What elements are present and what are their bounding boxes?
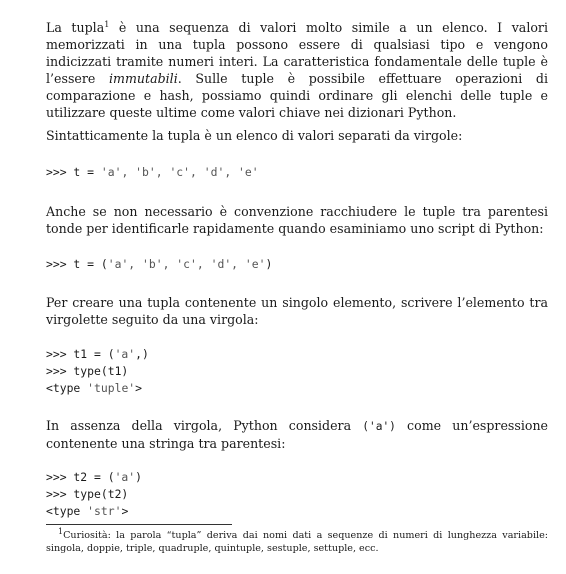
code-line3-start: <type [46,504,88,518]
code-line1-prompt: >>> t2 = ( [46,470,115,484]
no-comma-text-start: In assenza della virgola, Python considera [46,418,363,433]
code-block-tuple [46,164,259,181]
paragraph-no-comma [46,417,548,452]
code-line1-string: 'a' [114,347,136,361]
code-strings: 'a', 'b', 'c', 'd', 'e' [107,257,266,271]
footnote-number: 1 [58,526,64,536]
intro-text-middle: è una sequenza di valori molto simile a un elenco. I valori memorizzati in una tupla possono essere di qualsiasi tipo e vengono indicizzati tramite numeri interi. La caratteristica fondamentale delle tuple è l’essere [46,20,548,86]
code-block-single [46,346,149,397]
paragraph-intro [46,19,548,121]
no-comma-text-end: come un’espressione contenente una stringa tra parentesi: [46,418,549,451]
code-block-parens [46,256,272,273]
code-strings: 'a', 'b', 'c', 'd', 'e' [100,165,259,179]
code-prompt: >>> t = ( [46,257,108,271]
code-close-paren: ) [265,257,273,271]
code-line1-end: ) [135,470,143,484]
code-line2: >>> type(t1) [46,364,129,378]
code-line3-start: <type [46,381,88,395]
paragraph-single-element: Per creare una tupla contenente un singolo elemento, scrivere l’elemento tra virgolette seguito da una virgola: [46,295,548,327]
code-line3-string: 'str' [87,504,122,518]
paragraph-syntax: Sintatticamente la tupla è un elenco di valori separati da virgole: [46,128,463,143]
paragraph-convention: Anche se non necessario è convenzione racchiudere le tuple tra parentesi tonde per identificarle rapidamente quando esaminiamo uno script di Python: [46,204,548,236]
code-line3-string: 'tuple' [87,381,136,395]
intro-text-start: La tupla [46,20,105,35]
inline-code: ('a') [362,420,396,433]
code-block-string [46,469,142,520]
intro-text-end: . Sulle tuple è possibile effettuare operazioni di comparazione e hash, possiamo quindi ordinare gli elenchi delle tuple e utilizzare queste ultime come valori chiave nei dizionari Python. [46,71,548,120]
code-line1-string: 'a' [114,470,136,484]
footnote-divider [46,524,232,525]
code-line3-end: > [135,381,143,395]
code-line3-end: > [121,504,129,518]
code-prompt: >>> t = [46,165,101,179]
footnote-text: Curiosità: la parola “tupla” deriva dai nomi dati a sequenze di numeri di lunghezza variabile: singola, doppie, triple, quadruple, quintuple, sestuple, settuple, ecc. [46,530,548,554]
footnote-reference[interactable]: 1 [104,19,110,29]
code-line2: >>> type(t2) [46,487,129,501]
code-line1-end: ,) [135,347,149,361]
code-line1-prompt: >>> t1 = ( [46,347,115,361]
emphasis-immutabili: immutabili [108,71,178,86]
footnote [46,526,548,555]
